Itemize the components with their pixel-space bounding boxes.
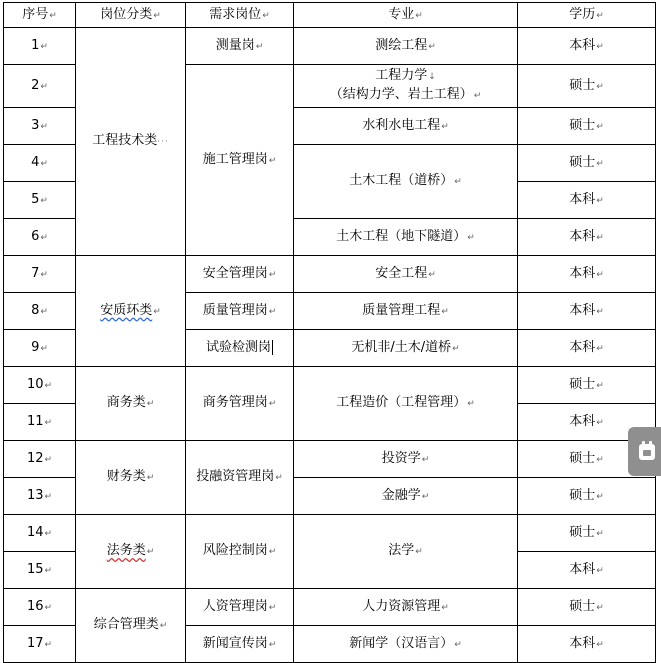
major-cell-journalism: 新闻学（汉语言）↵ xyxy=(294,626,518,663)
category-cell-legal: 法务类↵ xyxy=(76,515,186,589)
category-cell-engineering: 工程技术类··· xyxy=(76,28,186,256)
seq-cell: 6↵ xyxy=(4,219,76,256)
seq-cell: 2↵ xyxy=(4,65,76,108)
position-cell-investment: 投融资管理岗↵ xyxy=(186,441,294,515)
degree-cell: 硕士↵ xyxy=(518,65,656,108)
category-cell-admin: 综合管理类↵ xyxy=(76,589,186,663)
major-cell-hr: 人力资源管理↵ xyxy=(294,589,518,626)
major-cell-finance: 金融学↵ xyxy=(294,478,518,515)
seq-cell: 3↵ xyxy=(4,108,76,145)
position-cell-business: 商务管理岗↵ xyxy=(186,367,294,441)
seq-cell: 11↵ xyxy=(4,404,76,441)
position-cell-quality: 质量管理岗↵ xyxy=(186,293,294,330)
degree-cell: 本科↵ xyxy=(518,404,656,441)
degree-cell: 本科↵ xyxy=(518,28,656,65)
position-cell-hr: 人资管理岗↵ xyxy=(186,589,294,626)
header-major: 专业↵ xyxy=(294,3,518,28)
position-cell-safety: 安全管理岗↵ xyxy=(186,256,294,293)
seq-cell: 10↵ xyxy=(4,367,76,404)
table-row xyxy=(4,515,656,552)
seq-cell: 14↵ xyxy=(4,515,76,552)
degree-cell: 硕士↵ xyxy=(518,478,656,515)
side-floating-button[interactable] xyxy=(628,427,661,476)
seq-cell: 16↵ xyxy=(4,589,76,626)
seq-cell: 4↵ xyxy=(4,145,76,182)
header-category: 岗位分类↵ xyxy=(76,3,186,28)
degree-cell: 硕士↵ xyxy=(518,145,656,182)
major-cell-quality: 质量管理工程↵ xyxy=(294,293,518,330)
position-cell-news: 新闻宣传岗↵ xyxy=(186,626,294,663)
seq-cell: 15↵ xyxy=(4,552,76,589)
table-row xyxy=(4,441,656,478)
major-cell-inorganic: 无机非/土木/道桥↵ xyxy=(294,330,518,367)
text-cursor xyxy=(272,340,273,355)
table-row xyxy=(4,256,656,293)
degree-cell: 本科↵ xyxy=(518,219,656,256)
degree-cell: 本科↵ xyxy=(518,626,656,663)
seq-cell: 7↵ xyxy=(4,256,76,293)
degree-cell: 本科↵ xyxy=(518,330,656,367)
degree-cell: 本科↵ xyxy=(518,293,656,330)
plugin-icon xyxy=(637,440,657,462)
category-cell-business: 商务类↵ xyxy=(76,367,186,441)
major-cell-hydro: 水利水电工程↵ xyxy=(294,108,518,145)
position-cell-testing: 试验检测岗 xyxy=(186,330,294,367)
major-cell-safety: 安全工程↵ xyxy=(294,256,518,293)
seq-cell: 13↵ xyxy=(4,478,76,515)
table-row xyxy=(4,367,656,404)
degree-cell: 硕士↵ xyxy=(518,515,656,552)
seq-cell: 5↵ xyxy=(4,182,76,219)
recruitment-table xyxy=(3,2,656,663)
major-cell-law: 法学↵ xyxy=(294,515,518,589)
degree-cell: 硕士↵ xyxy=(518,367,656,404)
category-cell-finance: 财务类↵ xyxy=(76,441,186,515)
header-row xyxy=(4,3,656,28)
major-cell-cost: 工程造价（工程管理）↵ xyxy=(294,367,518,441)
header-degree: 学历↵ xyxy=(518,3,656,28)
table-row xyxy=(4,589,656,626)
major-cell-investment: 投资学↵ xyxy=(294,441,518,478)
degree-cell: 硕士↵ xyxy=(518,589,656,626)
category-cell-safety-quality: 安质环类↵ xyxy=(76,256,186,367)
table-row xyxy=(4,28,656,65)
degree-cell: 硕士↵ xyxy=(518,108,656,145)
major-cell-civil-tunnel: 土木工程（地下隧道）↵ xyxy=(294,219,518,256)
header-seq: 序号↵ xyxy=(4,3,76,28)
major-cell-mechanics: 工程力学↓ （结构力学、岩土工程）↵ xyxy=(294,65,518,108)
degree-cell: 硕士↵ xyxy=(518,441,656,478)
major-cell-civil-bridge: 土木工程（道桥）↵ xyxy=(294,145,518,219)
seq-cell: 12↵ xyxy=(4,441,76,478)
degree-cell: 本科↵ xyxy=(518,182,656,219)
position-cell-survey: 测量岗↵ xyxy=(186,28,294,65)
major-cell-surveying: 测绘工程↵ xyxy=(294,28,518,65)
position-cell-construction: 施工管理岗↵ xyxy=(186,65,294,256)
degree-cell: 本科↵ xyxy=(518,256,656,293)
degree-cell: 本科↵ xyxy=(518,552,656,589)
position-cell-risk: 风险控制岗↵ xyxy=(186,515,294,589)
header-position: 需求岗位↵ xyxy=(186,3,294,28)
seq-cell: 9↵ xyxy=(4,330,76,367)
seq-cell: 1↵ xyxy=(4,28,76,65)
seq-cell: 8↵ xyxy=(4,293,76,330)
seq-cell: 17↵ xyxy=(4,626,76,663)
